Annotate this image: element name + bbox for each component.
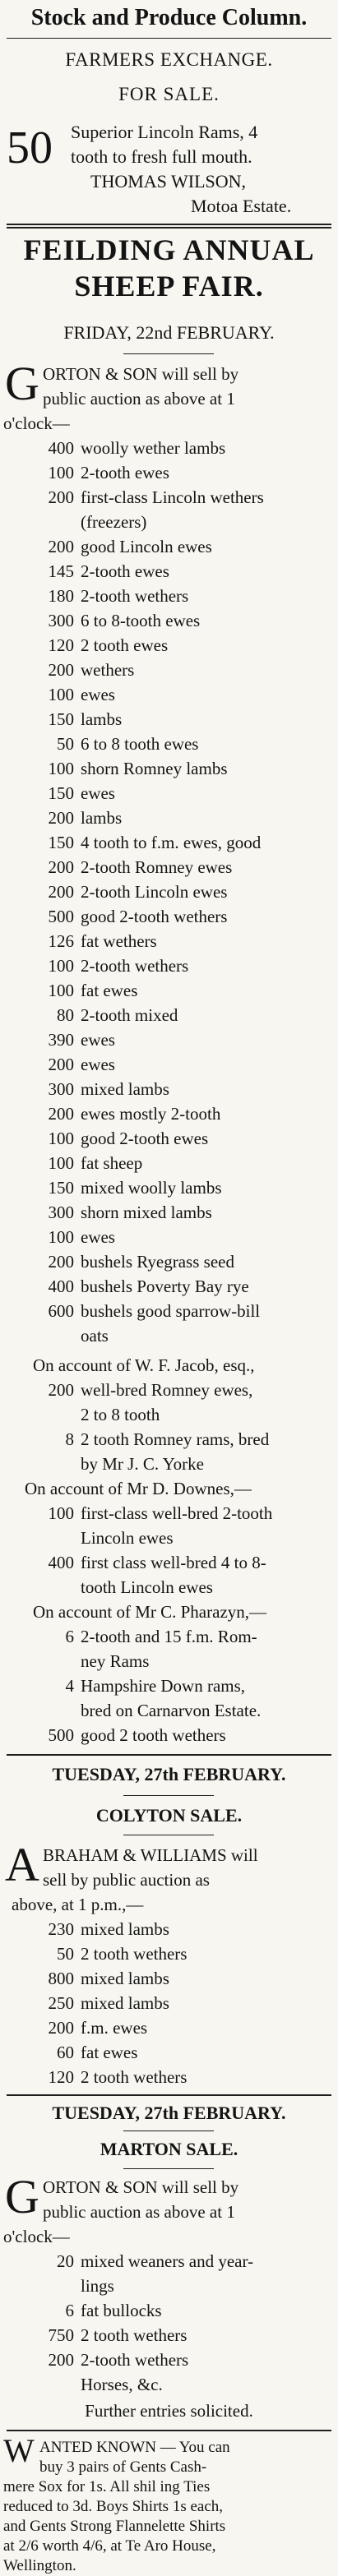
- list-item: [0, 436, 338, 460]
- list-item: [0, 1575, 338, 1600]
- list-item: [0, 559, 338, 584]
- item-description: good Lincoln ewes: [81, 537, 212, 556]
- lot-number: 50: [7, 122, 53, 173]
- item-description: fat ewes: [81, 2043, 138, 2062]
- list-item: [0, 879, 338, 904]
- list-item: [0, 1917, 338, 1941]
- feilding-subtitle: SHEEP FAIR.: [74, 270, 264, 302]
- list-item: [0, 953, 338, 978]
- item-quantity: 300: [48, 611, 74, 630]
- list-item: [0, 1991, 338, 2015]
- item-description: 2-tooth wethers: [81, 956, 189, 976]
- list-item: [0, 608, 338, 633]
- list-item: [0, 1526, 338, 1550]
- item-description: 2 tooth Romney rams, bred: [81, 1429, 270, 1449]
- seller-estate: Motoa Estate.: [191, 196, 292, 216]
- item-description: shorn mixed lambs: [81, 1203, 212, 1222]
- item-description: lambs: [81, 808, 123, 828]
- item-description: 6 to 8-tooth ewes: [81, 611, 201, 630]
- item-description: 2 tooth wethers: [81, 2067, 188, 2087]
- colyton-date: TUESDAY, 27th FEBRUARY.: [52, 1764, 286, 1784]
- item-quantity: 100: [48, 685, 74, 704]
- item-description: good 2-tooth wethers: [81, 907, 228, 926]
- list-item: [0, 633, 338, 658]
- item-description: 2 tooth wethers: [81, 1944, 188, 1964]
- wanted-line-2: buy 3 pairs of Gents Cash-: [39, 2458, 207, 2476]
- item-description: first class well-bred 4 to 8-: [81, 1553, 266, 1572]
- item-quantity: 400: [48, 1276, 74, 1296]
- item-description: tooth Lincoln ewes: [81, 1577, 213, 1597]
- list-item: [0, 1003, 338, 1027]
- marton-title: MARTON SALE.: [100, 2139, 238, 2159]
- divider: [7, 1754, 331, 1756]
- item-description: Horses, &c.: [81, 2375, 163, 2394]
- item-description: mixed weaners and year-: [81, 2251, 254, 2271]
- item-description: ewes: [81, 1030, 115, 1050]
- item-quantity: 100: [48, 1227, 74, 1247]
- item-quantity: 120: [48, 2067, 74, 2087]
- item-description: bred on Carnarvon Estate.: [81, 1701, 262, 1720]
- item-quantity: 200: [48, 2018, 74, 2038]
- item-description: first-class well-bred 2-tooth: [81, 1503, 273, 1523]
- item-quantity: 230: [48, 1919, 74, 1939]
- colyton-title: COLYTON SALE.: [95, 1805, 243, 1826]
- list-item: [0, 1274, 338, 1299]
- divider: [7, 2094, 331, 2096]
- item-description: 2-tooth wethers: [81, 2350, 189, 2370]
- item-quantity: 750: [48, 2325, 74, 2345]
- seller-name: THOMAS WILSON,: [90, 171, 247, 192]
- item-quantity: 100: [48, 759, 74, 778]
- item-quantity: 200: [48, 882, 74, 902]
- item-description: 2-tooth and 15 f.m. Rom-: [81, 1627, 257, 1646]
- divider: [123, 353, 214, 354]
- item-quantity: 150: [48, 1178, 74, 1198]
- item-quantity: 200: [48, 487, 74, 507]
- item-quantity: 100: [48, 1153, 74, 1173]
- list-item: [0, 1550, 338, 1575]
- list-item: [0, 1452, 338, 1476]
- list-item: [0, 1052, 338, 1077]
- item-description: bushels Poverty Bay rye: [81, 1276, 249, 1296]
- wanted-line-3: mere Sox for 1s. All shil ing Ties: [3, 2478, 211, 2495]
- item-description: lambs: [81, 709, 123, 729]
- item-description: fat wethers: [81, 931, 157, 951]
- list-item: [0, 2347, 338, 2372]
- list-item: [0, 2323, 338, 2347]
- drop-cap: G: [5, 2170, 39, 2223]
- pharazyn-account-heading: On account of Mr C. Pharazyn,—: [33, 1602, 267, 1622]
- drop-cap: W: [3, 2432, 35, 2469]
- item-description: mixed lambs: [81, 1919, 169, 1939]
- list-item: [0, 1673, 338, 1698]
- item-description: 2 tooth ewes: [81, 635, 169, 655]
- list-item: [0, 1723, 338, 1747]
- item-description: first-class Lincoln wethers: [81, 487, 264, 507]
- item-quantity: 200: [48, 660, 74, 680]
- list-item: [0, 1101, 338, 1126]
- item-description: bushels good sparrow-bill: [81, 1301, 261, 1321]
- item-quantity: 4: [65, 1676, 74, 1696]
- item-description: 2-tooth ewes: [81, 561, 169, 581]
- item-description: ewes: [81, 1227, 115, 1247]
- item-quantity: 500: [48, 907, 74, 926]
- item-description: 2-tooth ewes: [81, 463, 169, 482]
- item-description: f.m. ewes: [81, 2018, 148, 2038]
- wanted-line-4: reduced to 3d. Boys Shirts 1s each,: [3, 2498, 224, 2515]
- item-quantity: 390: [48, 1030, 74, 1050]
- item-description: bushels Ryegrass seed: [81, 1252, 234, 1272]
- item-quantity: 300: [48, 1203, 74, 1222]
- item-quantity: 150: [48, 783, 74, 803]
- marton-intro-line-2: public auction as above at 1: [43, 2202, 235, 2222]
- divider: [123, 2168, 214, 2169]
- item-quantity: 6: [65, 1627, 74, 1646]
- feilding-intro-line-1: ORTON & SON will sell by: [43, 364, 239, 384]
- for-sale-heading: FOR SALE.: [118, 84, 220, 104]
- item-quantity: 50: [57, 1944, 74, 1964]
- item-quantity: 200: [48, 537, 74, 556]
- item-quantity: 150: [48, 709, 74, 729]
- list-item: [0, 2065, 338, 2089]
- item-quantity: 200: [48, 2350, 74, 2370]
- divider: [123, 1795, 214, 1796]
- list-item: [0, 2015, 338, 2040]
- list-item: [0, 929, 338, 953]
- item-quantity: 100: [48, 956, 74, 976]
- list-item: [0, 1077, 338, 1101]
- wanted-line-6: at 2/6 worth 4/6, at Te Aro House,: [3, 2537, 216, 2555]
- downes-account-heading: On account of Mr D. Downes,—: [25, 1479, 252, 1498]
- farmers-exchange-heading: FARMERS EXCHANGE.: [65, 49, 273, 70]
- list-item: [0, 682, 338, 707]
- divider: [7, 224, 331, 225]
- further-entries-note: Further entries solicited.: [85, 2401, 253, 2421]
- list-item: [0, 1402, 338, 1427]
- item-description: 2-tooth wethers: [81, 586, 189, 606]
- item-description: shorn Romney lambs: [81, 759, 228, 778]
- item-quantity: 100: [48, 1503, 74, 1523]
- drop-cap: G: [5, 357, 39, 410]
- item-description: mixed lambs: [81, 1079, 169, 1099]
- colyton-intro-line-2: sell by public auction as: [43, 1870, 210, 1890]
- list-item: [0, 978, 338, 1003]
- feilding-title: FEILDING ANNUAL: [23, 233, 315, 266]
- divider: [7, 2430, 331, 2431]
- list-item: [0, 584, 338, 608]
- item-quantity: 200: [48, 808, 74, 828]
- item-quantity: 200: [48, 1055, 74, 1074]
- item-description: ney Rams: [81, 1651, 150, 1671]
- rams-line-2: tooth to fresh full mouth.: [71, 146, 252, 167]
- list-item: [0, 1151, 338, 1175]
- list-item: [0, 460, 338, 485]
- list-item: [0, 756, 338, 781]
- item-quantity: 100: [48, 463, 74, 482]
- item-quantity: 200: [48, 1252, 74, 1272]
- item-description: good 2 tooth wethers: [81, 1725, 226, 1745]
- list-item: [0, 2249, 338, 2274]
- column-title: Stock and Produce Column.: [30, 5, 308, 30]
- colyton-intro-line-3: above, at 1 p.m.,—: [12, 1895, 144, 1914]
- item-quantity: 100: [48, 981, 74, 1000]
- marton-intro-line-3: o'clock—: [3, 2227, 70, 2246]
- item-description: Lincoln ewes: [81, 1528, 174, 1548]
- feilding-intro-line-2: public auction as above at 1: [43, 389, 235, 409]
- item-quantity: 60: [57, 2043, 74, 2062]
- item-quantity: 100: [48, 1129, 74, 1148]
- list-item: [0, 830, 338, 855]
- item-description: 2 tooth wethers: [81, 2325, 188, 2345]
- item-description: ewes: [81, 1055, 115, 1074]
- item-quantity: 500: [48, 1725, 74, 1745]
- item-description: woolly wether lambs: [81, 438, 226, 458]
- list-item: [0, 1378, 338, 1402]
- item-quantity: 145: [48, 561, 74, 581]
- divider: [7, 38, 331, 39]
- item-description: 6 to 8 tooth ewes: [81, 734, 199, 754]
- item-quantity: 400: [48, 1553, 74, 1572]
- list-item: [0, 1966, 338, 1991]
- item-description: 2-tooth mixed: [81, 1005, 178, 1025]
- list-item: [0, 658, 338, 682]
- list-item: [0, 1941, 338, 1966]
- item-quantity: 200: [48, 857, 74, 877]
- list-item: [0, 732, 338, 756]
- feilding-date: FRIDAY, 22nd FEBRUARY.: [63, 322, 275, 343]
- item-description: good 2-tooth ewes: [81, 1129, 209, 1148]
- item-description: mixed woolly lambs: [81, 1178, 222, 1198]
- item-quantity: 300: [48, 1079, 74, 1099]
- item-quantity: 200: [48, 1104, 74, 1124]
- item-description: lings: [81, 2276, 114, 2296]
- list-item: [0, 1427, 338, 1452]
- list-item: [0, 1126, 338, 1151]
- item-quantity: 150: [48, 833, 74, 852]
- list-item: [0, 485, 338, 510]
- item-description: 2-tooth Lincoln ewes: [81, 882, 228, 902]
- item-description: fat bullocks: [81, 2301, 162, 2320]
- drop-cap: A: [5, 1838, 39, 1891]
- item-description: ewes: [81, 783, 115, 803]
- list-item: [0, 1299, 338, 1323]
- item-quantity: 8: [65, 1429, 74, 1449]
- item-description: 4 tooth to f.m. ewes, good: [81, 833, 262, 852]
- list-item: [0, 2372, 338, 2397]
- item-description: oats: [81, 1326, 109, 1346]
- list-item: [0, 1027, 338, 1052]
- list-item: [0, 1649, 338, 1673]
- list-item: [0, 2274, 338, 2298]
- jacob-account-heading: On account of W. F. Jacob, esq.,: [33, 1355, 255, 1375]
- marton-intro-line-1: ORTON & SON will sell by: [43, 2177, 239, 2197]
- list-item: [0, 855, 338, 879]
- item-description: well-bred Romney ewes,: [81, 1380, 253, 1400]
- item-quantity: 120: [48, 635, 74, 655]
- item-description: ewes mostly 2-tooth: [81, 1104, 221, 1124]
- item-quantity: 50: [57, 734, 74, 754]
- list-item: [0, 2298, 338, 2323]
- item-quantity: 20: [57, 2251, 74, 2271]
- list-item: [0, 1501, 338, 1526]
- list-item: [0, 781, 338, 806]
- list-item: [0, 1200, 338, 1225]
- item-quantity: 250: [48, 1993, 74, 2013]
- item-quantity: 600: [48, 1301, 74, 1321]
- wanted-line-7: Wellington.: [3, 2557, 76, 2574]
- list-item: [0, 510, 338, 534]
- marton-date: TUESDAY, 27th FEBRUARY.: [52, 2103, 286, 2123]
- item-quantity: 200: [48, 1380, 74, 1400]
- item-description: 2 to 8 tooth: [81, 1405, 160, 1424]
- list-item: [0, 2040, 338, 2065]
- list-item: [0, 1249, 338, 1274]
- item-quantity: 180: [48, 586, 74, 606]
- item-description: ewes: [81, 685, 115, 704]
- feilding-intro-line-3: o'clock—: [3, 413, 70, 433]
- item-quantity: 800: [48, 1969, 74, 1988]
- item-description: fat ewes: [81, 981, 138, 1000]
- rams-line-1: Superior Lincoln Rams, 4: [71, 122, 258, 142]
- divider: [7, 227, 331, 229]
- list-item: [0, 1698, 338, 1723]
- item-quantity: 126: [48, 931, 74, 951]
- item-description: Hampshire Down rams,: [81, 1676, 246, 1696]
- list-item: [0, 534, 338, 559]
- item-description: mixed lambs: [81, 1993, 169, 2013]
- wanted-line-1: ANTED KNOWN — You can: [39, 2439, 230, 2456]
- item-quantity: 6: [65, 2301, 74, 2320]
- list-item: [0, 806, 338, 830]
- item-description: fat sheep: [81, 1153, 143, 1173]
- item-description: 2-tooth Romney ewes: [81, 857, 233, 877]
- item-description: wethers: [81, 660, 135, 680]
- item-description: mixed lambs: [81, 1969, 169, 1988]
- colyton-intro-line-1: BRAHAM & WILLIAMS will: [43, 1845, 258, 1865]
- item-quantity: 80: [57, 1005, 74, 1025]
- item-description: by Mr J. C. Yorke: [81, 1454, 204, 1474]
- list-item: [0, 904, 338, 929]
- wanted-line-5: and Gents Strong Flannelette Shirts: [3, 2518, 226, 2535]
- list-item: [0, 1323, 338, 1348]
- list-item: [0, 707, 338, 732]
- item-description: (freezers): [81, 512, 147, 532]
- list-item: [0, 1225, 338, 1249]
- list-item: [0, 1175, 338, 1200]
- list-item: [0, 1624, 338, 1649]
- item-quantity: 400: [48, 438, 74, 458]
